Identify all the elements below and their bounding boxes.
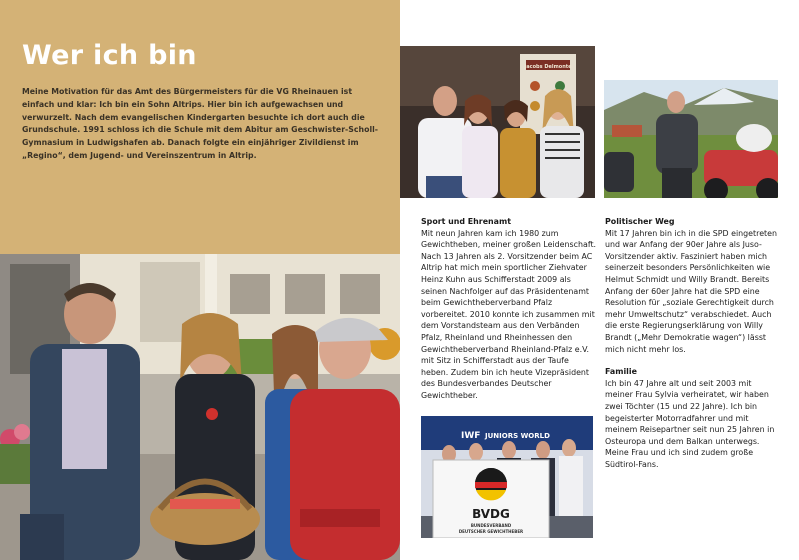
- iwf-label: IWF: [461, 431, 481, 441]
- sport-heading: Sport und Ehrenamt: [421, 217, 511, 226]
- group-photo: [400, 46, 595, 198]
- politics-heading: Politischer Weg: [605, 217, 675, 226]
- politics-text: Mit 17 Jahren bin ich in die SPD eingetreten und war Anfang der 90er Jahre als Juso-Vorsitzender aktiv. Fasziniert haben mich seinerzeit besonders Persönlichkeiten wie Helmut Schmidt und Willy Brandt. Bereits Anfang der 60er Jahre hat die SPD eine Resolution für „soziale Gerechtigkeit durch mehr Umweltschutz“ verabschiedet. Auch die erste Regierungserklärung von Willy Brandt („Mehr Demokratie wagen“) lässt mich nicht mehr los.: [605, 228, 777, 354]
- shop-sign-label: Jacobs Delmonte: [524, 64, 572, 70]
- award-photo: [421, 416, 593, 538]
- bvdg-sub-1: BUNDESVERBAND: [470, 523, 512, 528]
- bvdg-logo-text: BVDG: [472, 507, 510, 521]
- sport-text: Mit neun Jahren kam ich 1980 zum Gewichtheben, meiner großen Leidenschaft. Nach 13 Jahren als 2. Vorsitzender beim AC Altrip hat mich mein sportlicher Ziehvater Heinz Kuhn aus Schifferstadt 2009 als seinen Nachfolger auf das Präsidentenamt beim Gewichtheberverband Pfalz vorbereitet. 2010 konnte ich zusammen mit dem Vorstandsteam aus den Verbänden Pfalz, Rheinland und Rheinhessen den Gewichtheberverband Rheinland-Pfalz e.V. mit Sitz in Schifferstadt aus der Taufe heben. Zudem bin ich heute Vizepräsident des Bundesverbandes Deutscher Gewichtheber.: [421, 228, 597, 400]
- family-heading: Familie: [605, 367, 637, 377]
- page-title: Wer ich bin: [22, 40, 197, 71]
- motorcycle-photo: [604, 80, 778, 198]
- world-label: JUNIORS WORLD: [485, 432, 550, 440]
- intro-text: Meine Motivation für das Amt des Bürgermeisters für die VG Rheinauen ist einfach und klar: Ich bin ein Sohn Altrips. Hier bin ich aufgewachsen und verwurzelt. Nach dem evangelischen Kindergarten besuchte ich dort auch die Grundschule. 1991 schloss ich die Schule mit dem Abitur am Geschwister-Scholl-Gymnasium in Ludwigshafen ab. Danach folgte ein einjähriger Zivildienst im „Regino“, dem Jugend- und Vereinszentrum in Altrip.: [22, 87, 379, 160]
- sport-section: [421, 216, 597, 402]
- family-text: Ich bin 47 Jahre alt und seit 2003 mit meiner Frau Sylvia verheiratet, wir haben zwei Töchter (15 und 22 Jahre). Ich bin begeisterter Motorradfahrer und mit meinem Reisepartner seit nun 25 Jahren in Osteuropa und dem Balkan unterwegs. Meine Frau und ich sind zudem große Südtirol-Fans.: [605, 378, 775, 469]
- bvdg-sub-2: DEUTSCHER GEWICHTHEBER: [458, 529, 524, 534]
- market-photo: [0, 254, 400, 560]
- politics-family-section: [605, 216, 781, 470]
